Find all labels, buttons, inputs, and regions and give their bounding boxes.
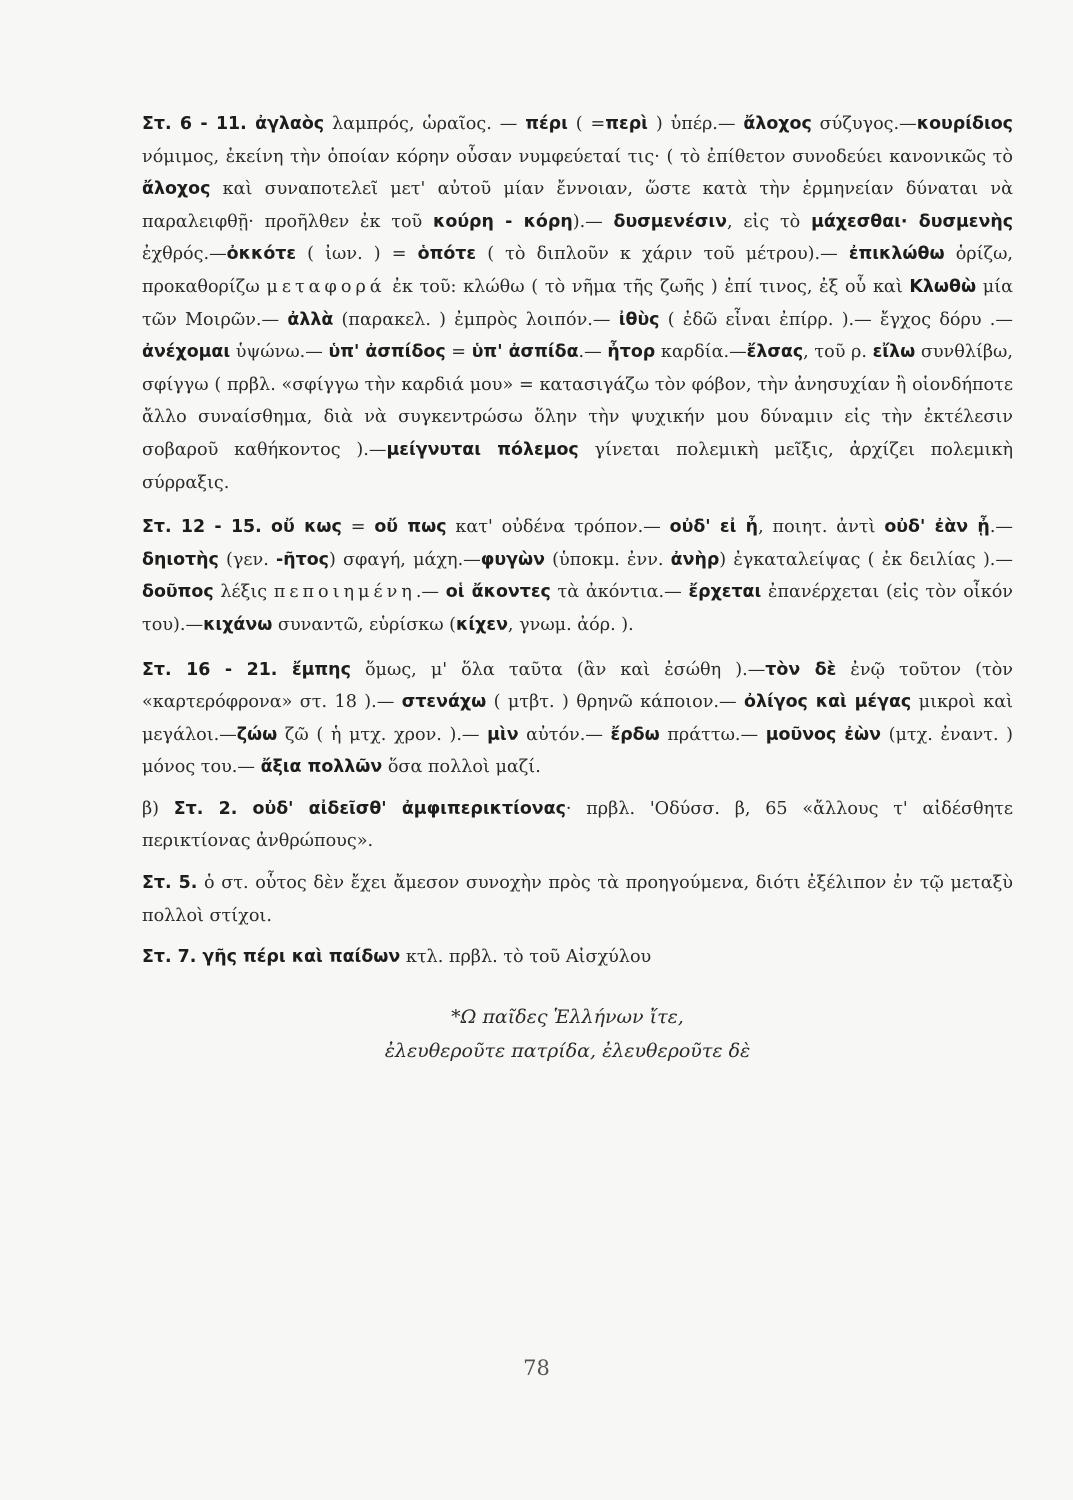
gloss-text: (μτχ. ἐναντ. ) μόνος του.— — [142, 724, 1013, 778]
lemma-term: Στ. 5. — [142, 873, 198, 894]
lemma-term: ζώω — [236, 724, 278, 745]
lemma-term: Στ. 2. οὐδ' αἰδεῖσθ' ἀμφιπερικτίονας — [173, 798, 566, 819]
gloss-text: ὁρίζω, προκαθορίζω — [142, 244, 1014, 297]
lemma-term: πέρι — [525, 114, 568, 134]
lemma-term: μείγνυται πόλεμος — [386, 439, 579, 460]
lemma-term: μάχεσθαι· δυσμενὴς — [811, 211, 1014, 232]
commentary-paragraph — [142, 108, 1013, 499]
gloss-text: ) σφαγή, μάχη.— — [328, 549, 481, 570]
lemma-term: οἱ ἄκοντες — [445, 582, 551, 603]
gloss-text: ) ὑπέρ.— — [647, 114, 744, 134]
lemma-term: ἔλσας — [746, 342, 804, 363]
lemma-term: Στ. 6 - 11. ἀγλαὸς — [142, 114, 325, 134]
lemma-term: δοῦπος — [142, 582, 214, 603]
lemma-term: ὑπ' ἀσπίδος — [328, 342, 446, 363]
gloss-text: μικροὶ καὶ μεγάλοι.— — [142, 692, 1014, 745]
commentary-paragraph — [142, 654, 1013, 784]
gloss-text: .— — [989, 517, 1013, 538]
gloss-text: = — [341, 517, 375, 538]
gloss-text: λέξις — [213, 582, 274, 603]
gloss-text: .— — [578, 342, 608, 363]
lemma-term: -ῆτος — [276, 549, 329, 570]
lemma-term: κίχεν — [456, 614, 508, 635]
lemma-term: εἴλω — [872, 342, 916, 363]
gloss-text: , γνωμ. ἀόρ. ). — [507, 614, 634, 635]
commentary-paragraph — [142, 793, 1013, 858]
lemma-term: μὶν — [487, 724, 519, 745]
gloss-text: ἐνῷ τοῦτον (τὸν «καρτερόφρονα» στ. 18 ).— — [142, 659, 1013, 713]
spaced-term: μεταφορά — [266, 276, 386, 297]
lemma-term: κουρίδιος — [916, 114, 1013, 134]
gloss-text: ὑψώνω.— — [230, 342, 329, 363]
lemma-term: τὸν δὲ — [765, 659, 837, 680]
gloss-text: σύζυγος.— — [811, 114, 917, 134]
lemma-term: ἀνέχομαι — [142, 342, 231, 363]
lemma-term: περὶ — [605, 114, 648, 134]
gloss-text: = — [445, 342, 472, 363]
gloss-text: τὰ ἀκόντια.— — [550, 582, 689, 603]
gloss-text: ( ἰων. ) = — [296, 244, 418, 265]
gloss-text: ( = — [567, 114, 606, 134]
gloss-text: (ὑποκμ. ἐνν. — [544, 549, 671, 570]
lemma-term: κιχάνω — [203, 614, 273, 635]
quoted-verse — [142, 1000, 1013, 1068]
commentary-paragraph — [142, 511, 1013, 641]
lemma-term: ἀνὴρ — [670, 549, 720, 570]
lemma-term: οὐδ' εἰ ἦ — [669, 517, 759, 538]
lemma-term: ἄλοχος — [142, 179, 211, 200]
gloss-text: .— — [415, 582, 446, 603]
lemma-term: ὑπ' ἀσπίδα — [471, 342, 579, 363]
lemma-term: οὔ πως — [374, 517, 447, 538]
gloss-text: , ποιητ. ἀντὶ — [758, 517, 885, 538]
gloss-text: λαμπρός, ὡραῖος. — — [324, 114, 526, 134]
lemma-term: ἔρχεται — [688, 582, 762, 603]
spaced-term: πεποιημένη — [273, 582, 416, 603]
gloss-text: αὐτόν.— — [518, 724, 611, 745]
commentary-paragraph — [142, 941, 1013, 974]
lemma-term: ἰθὺς — [618, 309, 660, 330]
lemma-term: κούρη - κόρη — [433, 211, 573, 232]
lemma-term: ὁπότε — [417, 244, 477, 265]
lemma-term: ἄλοχος — [743, 114, 812, 134]
lemma-term: ἔρδω — [610, 724, 660, 745]
page-number: 78 — [523, 1356, 550, 1380]
lemma-term: ἄξια πολλῶν — [260, 757, 383, 778]
gloss-text: ) ἐγκαταλείψας ( ἐκ δειλίας ).— — [719, 549, 1013, 570]
gloss-text: (παρακελ. ) ἐμπρὸς λοιπόν.— — [333, 309, 619, 330]
lemma-term: φυγὼν — [480, 549, 545, 570]
gloss-text: ὅμως, μ' ὅλα ταῦτα (ἂν καὶ ἐσώθη ).— — [350, 659, 766, 680]
commentary-paragraph — [142, 867, 1013, 932]
gloss-text: καὶ συναποτελεῖ μετ' αὐτοῦ μίαν ἔννοιαν, ὥστε κατὰ τὴν ἑρμηνείαν δύναται νὰ παραλειφθῇ· προῆλθεν ἐκ τοῦ — [142, 179, 1013, 232]
gloss-text: ὁ στ. οὗτος δὲν ἔχει ἄμεσον συνοχὴν πρὸς τὰ προηγούμενα, διότι ἐξέλιπον ἐν τῷ μεταξὺ πολλοὶ στίχοι. — [142, 873, 1013, 926]
verse-line-2: ἐλευθεροῦτε πατρίδα, ἐλευθεροῦτε δὲ — [384, 1039, 751, 1062]
gloss-text: , εἰς τὸ — [726, 211, 812, 232]
gloss-text: νόμιμος, ἐκείνη τὴν ὁποίαν κόρην οὖσαν νυμφεύεταί τις· ( τὸ ἐπίθετον συνοδεύει κανονικῶς τὸ — [142, 146, 1013, 167]
gloss-text: β) — [142, 798, 174, 819]
lemma-term: δυσμενέσιν — [613, 211, 727, 232]
lemma-term: ἀλλὰ — [287, 309, 334, 330]
gloss-text: (γεν. — [218, 549, 277, 570]
gloss-text: · πρβλ. 'Οδύσσ. β, 65 «ἄλλους τ' αἰδέσθητε περικτίονας ἀνθρώπους». — [142, 798, 1013, 852]
gloss-text: ἐχθρός.— — [142, 244, 227, 265]
gloss-text: κτλ. πρβλ. τὸ τοῦ Αἰσχύλου — [400, 947, 652, 968]
lemma-term: ἐπικλώθω — [848, 244, 945, 265]
lemma-term: ὀλίγος καὶ μέγας — [744, 692, 912, 713]
verse-line-1: *Ω παῖδες Ἑλλήνων ἴτε, — [451, 1005, 684, 1028]
lemma-term: ὀκκότε — [226, 244, 297, 265]
lemma-term: Στ. 12 - 15. οὔ κως — [142, 517, 342, 538]
lemma-term: Στ. 7. γῆς πέρι καὶ παίδων — [142, 947, 401, 968]
gloss-text: πράττω.— — [659, 724, 766, 745]
lemma-term: Στ. 16 - 21. ἔμπης — [142, 659, 351, 680]
gloss-text: ὅσα πολλοὶ μαζί. — [382, 757, 541, 778]
gloss-text: γίνεται πολεμικὴ μεῖξις, ἀρχίζει πολεμικὴ σύρραξις. — [142, 439, 1013, 493]
gloss-text: ἐπανέρχεται (εἰς τὸν οἶκόν του).— — [142, 582, 1013, 635]
gloss-text: συναντῶ, εὑρίσκω ( — [272, 614, 457, 635]
lemma-term: Κλωθὼ — [909, 276, 977, 297]
gloss-text: συνθλίβω, σφίγγω ( πρβλ. «σφίγγω τὴν καρδιά μου» = κατασιγάζω τὸν φόβον, τὴν ἀνησυχίαν ἢ οἱονδήποτε ἄλλο συναίσθημα, διὰ νὰ συγκεντρώσω ὅλην τὴν ψυχικήν μου δύναμιν εἰς τὴν ἐκτέλεσιν σοβαροῦ καθήκοντος ).— — [142, 342, 1013, 460]
gloss-text: ( μτβτ. ) θρηνῶ κάποιον.— — [486, 692, 745, 713]
lemma-term: στενάχω — [401, 692, 487, 713]
commentary-body — [142, 108, 1013, 974]
lemma-term: μοῦνος ἐὼν — [765, 724, 882, 745]
gloss-text: ἐκ τοῦ: κλώθω ( τὸ νῆμα τῆς ζωῆς ) ἐπί τινος, ἐξ οὗ καὶ — [385, 276, 910, 297]
lemma-term: ἦτορ — [607, 342, 656, 363]
lemma-term: οὐδ' ἐὰν ᾖ — [884, 517, 990, 538]
gloss-text: μία τῶν Μοιρῶν.— — [142, 276, 1014, 330]
gloss-text: ).— — [572, 211, 614, 232]
gloss-text: καρδία.— — [655, 342, 747, 363]
gloss-text: κατ' οὐδένα τρόπον.— — [446, 517, 670, 538]
lemma-term: δηιοτὴς — [142, 549, 219, 570]
gloss-text: ζῶ ( ἡ μτχ. χρον. ).— — [277, 724, 488, 745]
gloss-text: ( τὸ διπλοῦν κ χάριν τοῦ μέτρου).— — [476, 244, 849, 265]
gloss-text: , τοῦ ρ. — [803, 342, 873, 363]
gloss-text: ( ἐδῶ εἶναι ἐπίρρ. ).— ἔγχος δόρυ .— — [659, 309, 1013, 330]
